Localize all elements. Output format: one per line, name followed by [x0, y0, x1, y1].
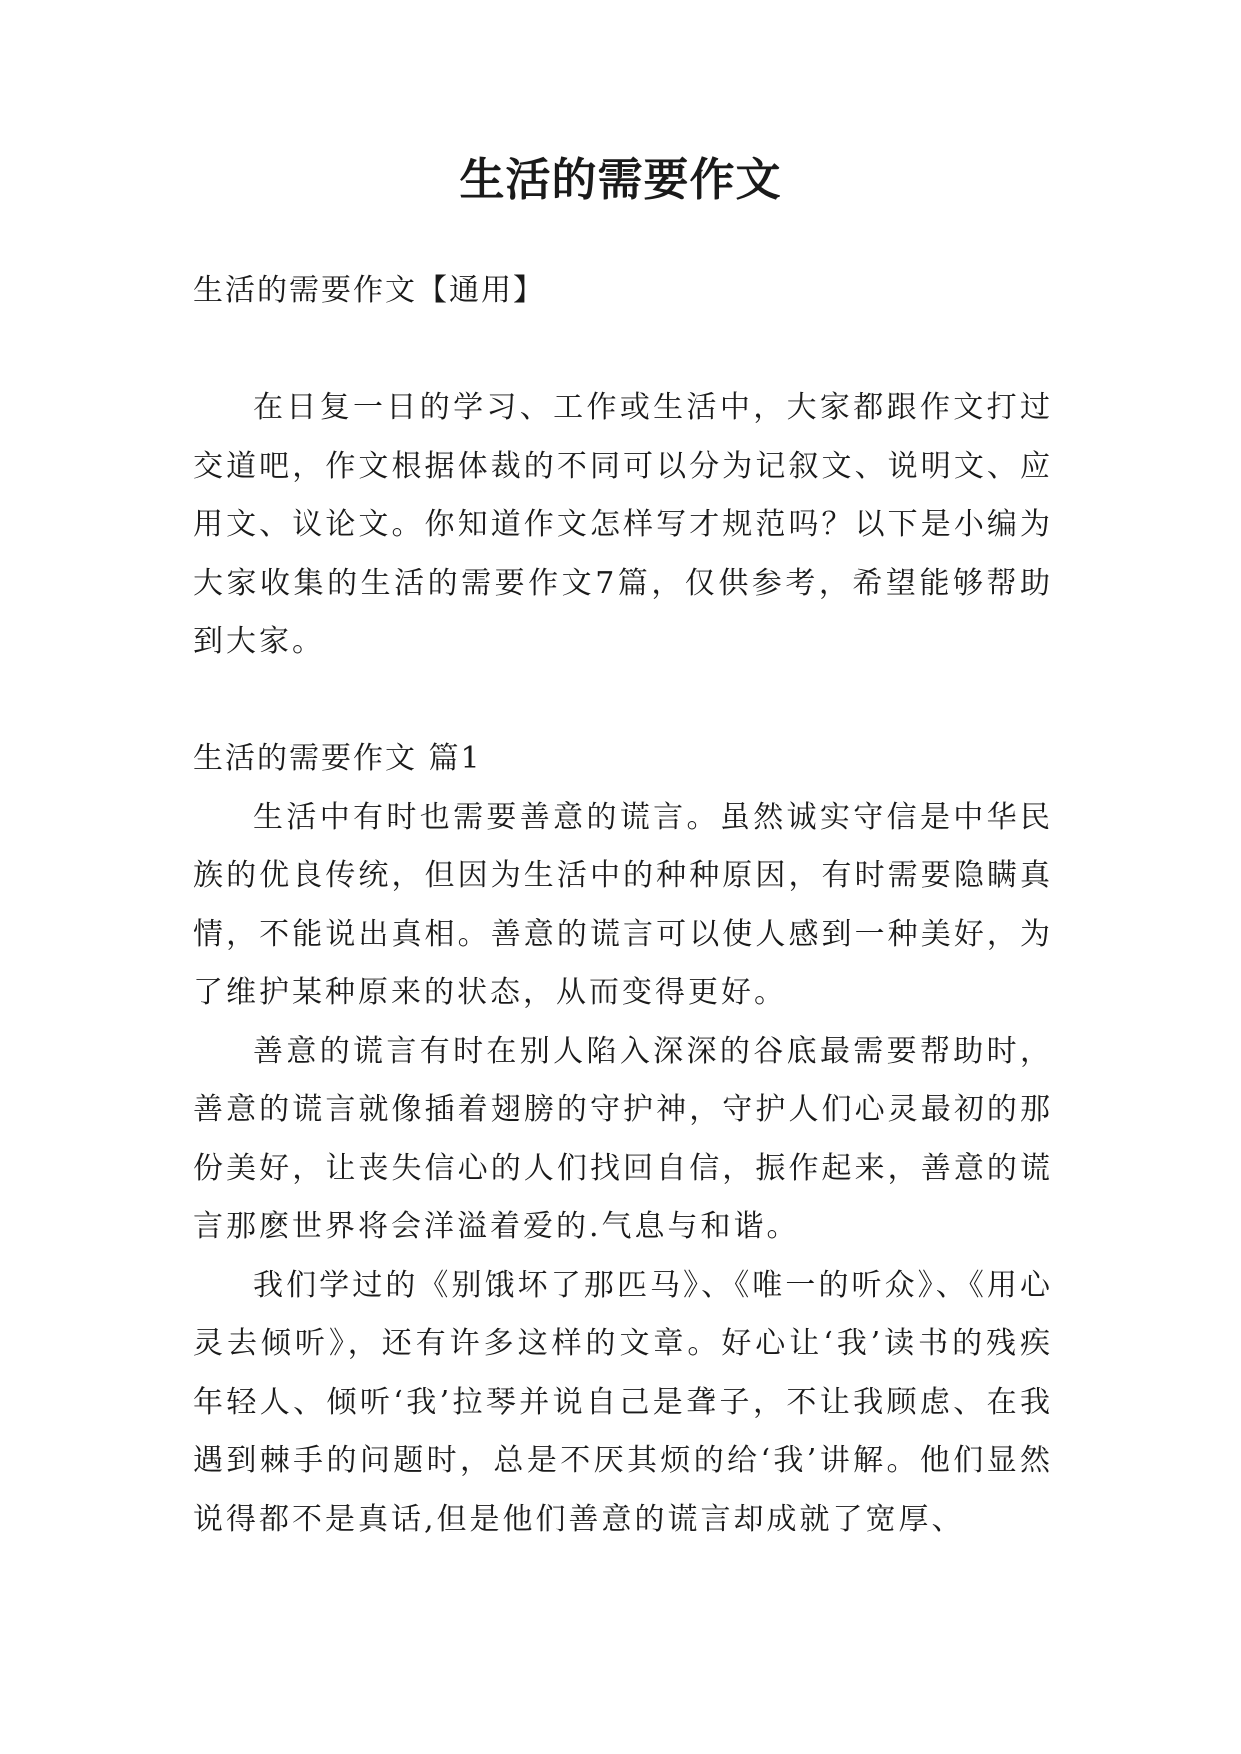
body-paragraph: 生活中有时也需要善意的谎言。虽然诚实守信是中华民族的优良传统，但因为生活中的种种原因，有时需要隐瞒真情，不能说出真相。善意的谎言可以使人感到一种美好，为了维护某种原来的状态，从而变得更好。 [193, 799, 1053, 1010]
body-paragraph: 我们学过的《别饿坏了那匹马》、《唯一的听众》、《用心灵去倾听》，还有许多这样的文章。好心让‘我’读书的残疾年轻人、倾听‘我’拉琴并说自己是聋子，不让我顾虑、在我遇到棘手的问题时，总是不厌其烦的给‘我’讲解。他们显然说得都不是真话,但是他们善意的谎言却成就了宽厚、 [193, 1267, 1053, 1537]
section-heading: 生活的需要作文 篇1 [193, 741, 482, 776]
spacer [193, 672, 1053, 731]
document-subtitle: 生活的需要作文【通用】 [193, 273, 545, 308]
document-title: 生活的需要作文 [459, 153, 782, 206]
spacer [193, 321, 1053, 380]
intro-paragraph: 在日复一日的学习、工作或生活中，大家都跟作文打过交道吧，作文根据体裁的不同可以分为记叙文、说明文、应用文、议论文。你知道作文怎样写才规范吗？以下是小编为大家收集的生活的需要作文7篇，仅供参考，希望能够帮助到大家。 [193, 390, 1053, 659]
document-body [193, 262, 1053, 1549]
body-paragraph: 善意的谎言有时在别人陷入深深的谷底最需要帮助时，善意的谎言就像插着翅膀的守护神，守护人们心灵最初的那份美好，让丧失信心的人们找回自信，振作起来，善意的谎言那麽世界将会洋溢着爱的.气息与和谐。 [193, 1033, 1053, 1244]
